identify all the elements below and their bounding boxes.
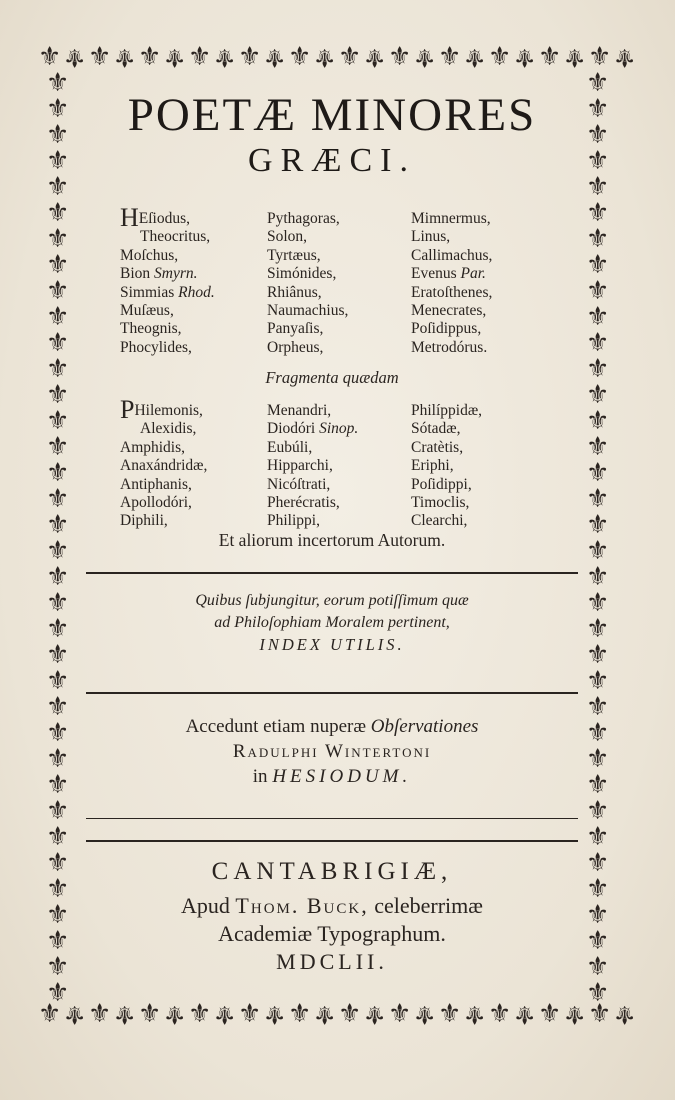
fleuron-icon: ⚜ [586,536,610,566]
fleuron-icon: ⚜ [586,692,610,722]
fragment-entry: Eriphi, [411,457,454,475]
poet-entry: Linus, [411,228,451,246]
fleuron-icon: ⚜ [586,900,610,930]
quibus-block [86,590,578,656]
poet-entry: Naumachius, [267,302,349,320]
fleuron-icon: ⚜ [46,510,70,540]
fleuron-icon: ⚜ [46,276,70,306]
fragment-entry: Hipparchi, [267,457,333,475]
drop-cap: H [120,203,139,232]
fleuron-icon: ⚜ [46,874,70,904]
fleuron-icon: ⚜ [586,120,610,150]
fleuron-icon: ⚜ [46,900,70,930]
fleuron-icon: ⚜ [313,999,337,1029]
fleuron-icon: ⚜ [586,640,610,670]
fleuron-icon: ⚜ [163,42,187,72]
fleuron-icon: ⚜ [238,999,262,1029]
fragment-entry: Philippi, [267,512,320,530]
fleuron-icon: ⚜ [113,42,137,72]
fragment-entry: Amphidis, [120,438,186,456]
poet-entry: Mimnermus, [411,210,491,227]
fleuron-icon: ⚜ [46,120,70,150]
fleuron-icon: ⚜ [46,978,70,1005]
fleuron-icon: ⚜ [586,250,610,280]
fleuron-icon: ⚜ [238,42,262,72]
fleuron-icon: ⚜ [46,926,70,956]
fleuron-icon: ⚜ [46,484,70,514]
poet-entry: Rhiânus, [267,283,322,301]
poet-entry: Phocylides, [120,338,192,356]
imprint-year: MDCLII. [276,949,388,974]
fragment-entry: Pherécratis, [267,494,340,512]
fleuron-icon: ⚜ [586,926,610,956]
poet-entry: Metrodórus. [411,338,488,356]
fleuron-icon: ⚜ [586,458,610,488]
poet-entry: Eratoſthenes, [411,283,493,301]
poet-entry: Simónides, [267,265,337,283]
fleuron-icon: ⚜ [586,770,610,800]
fleuron-icon: ⚜ [613,42,637,72]
fleuron-icon: ⚜ [586,952,610,982]
fleuron-icon: ⚜ [586,94,610,124]
fleuron-icon: ⚜ [586,380,610,410]
fleuron-icon: ⚜ [163,999,187,1029]
poet-entry: Muſæus, [120,302,174,320]
fragment-entry: Menandri, [267,402,332,419]
fleuron-icon: ⚜ [413,999,437,1029]
fleuron-icon: ⚜ [513,999,537,1029]
fleuron-icon: ⚜ [363,42,387,72]
fleuron-icon: ⚜ [46,250,70,280]
fleuron-icon: ⚜ [46,666,70,696]
fleuron-icon: ⚜ [586,198,610,228]
poet-entry: Moſchus, [120,246,179,264]
accedunt-block [86,714,578,789]
fleuron-icon: ⚜ [263,999,287,1029]
fleuron-icon: ⚜ [586,822,610,852]
fragmenta-heading: Fragmenta quædam [265,368,399,387]
fleuron-icon: ⚜ [338,42,362,72]
fragment-entry: Eubúli, [267,438,313,456]
fleuron-icon: ⚜ [46,952,70,982]
fleuron-icon: ⚜ [46,848,70,878]
fleuron-icon: ⚜ [46,94,70,124]
fleuron-icon: ⚜ [188,42,212,72]
fleuron-icon: ⚜ [46,406,70,436]
fleuron-icon: ⚜ [586,796,610,826]
rule-divider [86,840,578,842]
fleuron-icon: ⚜ [586,406,610,436]
fleuron-icon: ⚜ [413,42,437,72]
fleuron-icon: ⚜ [563,999,587,1029]
poet-entry: Orpheus, [267,338,324,356]
fleuron-icon: ⚜ [588,999,612,1029]
fleuron-icon: ⚜ [586,302,610,332]
fleuron-icon: ⚜ [488,999,512,1029]
poet-entry: Panyaſis, [267,320,324,338]
poet-entry: HEſiodus, [120,203,191,232]
fleuron-icon: ⚜ [46,380,70,410]
fragment-entry: Clearchi, [411,512,468,530]
fleuron-icon: ⚜ [586,172,610,202]
fragment-entry: Timoclis, [411,494,470,512]
fleuron-icon: ⚜ [46,770,70,800]
fleuron-icon: ⚜ [46,796,70,826]
fleuron-icon: ⚜ [586,562,610,592]
ornamental-border-right [578,70,626,1005]
fleuron-icon: ⚜ [613,999,637,1029]
fleuron-icon: ⚜ [538,999,562,1029]
fleuron-icon: ⚜ [46,458,70,488]
fleuron-icon: ⚜ [46,302,70,332]
poet-entry: Solon, [267,228,308,246]
poet-entry: Theocritus, [140,228,211,246]
imprint-academy-line: Academiæ Typographum. [218,921,446,946]
fragment-entry: Poſidippi, [411,475,472,493]
fleuron-icon: ⚜ [586,588,610,618]
fleuron-icon: ⚜ [586,744,610,774]
quibus-line-2: ad Philoſophiam Moralem pertinent, [214,614,450,631]
fragment-entry: Diphili, [120,512,168,530]
fleuron-icon: ⚜ [38,999,62,1029]
fleuron-icon: ⚜ [388,999,412,1029]
fleuron-icon: ⚜ [586,146,610,176]
fleuron-icon: ⚜ [438,42,462,72]
fleuron-icon: ⚜ [188,999,212,1029]
ornamental-border-top [38,38,638,78]
rule-divider [86,818,578,819]
poet-entry: Tyrtæus, [267,246,321,264]
poet-entry: Theognis, [120,320,182,338]
fragmenta-column-2 [267,402,358,531]
fleuron-icon: ⚜ [88,999,112,1029]
imprint-block [86,858,578,976]
fleuron-icon: ⚜ [538,42,562,72]
fleuron-icon: ⚜ [463,42,487,72]
title-page-content [86,80,578,995]
fragment-entry: Philíppidæ, [411,402,483,419]
fragment-entry: Alexidis, [140,420,197,438]
fleuron-icon: ⚜ [388,42,412,72]
fleuron-icon: ⚜ [586,484,610,514]
poets-column-1 [120,203,215,357]
fleuron-icon: ⚜ [46,536,70,566]
imprint-city: CANTABRIGIÆ, [211,858,453,885]
fleuron-icon: ⚜ [338,999,362,1029]
poet-entry: Simmias Rhod. [120,283,215,301]
poet-entry: Menecrates, [411,302,487,320]
poet-entry: Evenus Par. [411,265,486,283]
fleuron-icon: ⚜ [363,999,387,1029]
fleuron-icon: ⚜ [46,198,70,228]
fleuron-icon: ⚜ [586,70,610,98]
rule-divider [86,572,578,574]
fleuron-icon: ⚜ [46,744,70,774]
fleuron-icon: ⚜ [586,510,610,540]
fleuron-icon: ⚜ [46,588,70,618]
fleuron-icon: ⚜ [586,848,610,878]
fragment-entry: Anaxándridæ, [120,457,208,475]
poets-column-2 [267,210,348,357]
fleuron-icon: ⚜ [46,822,70,852]
fragment-entry: PHilemonis, [120,395,203,424]
ornamental-border-left [38,70,80,1005]
fleuron-icon: ⚜ [586,614,610,644]
fleuron-icon: ⚜ [288,42,312,72]
fragment-entry: Antiphanis, [120,475,192,493]
fleuron-icon: ⚜ [563,42,587,72]
fragment-entry: Nicóſtrati, [267,475,331,493]
fleuron-icon: ⚜ [488,42,512,72]
fleuron-icon: ⚜ [138,999,162,1029]
poets-column-3 [411,210,492,357]
fleuron-icon: ⚜ [586,666,610,696]
fleuron-icon: ⚜ [46,328,70,358]
drop-cap: P [120,395,135,424]
fleuron-icon: ⚜ [46,432,70,462]
fleuron-icon: ⚜ [586,978,610,1005]
fleuron-icon: ⚜ [138,42,162,72]
fleuron-icon: ⚜ [46,146,70,176]
poet-entry: Bion Smyrn. [120,265,198,283]
fleuron-icon: ⚜ [438,999,462,1029]
fleuron-icon: ⚜ [46,614,70,644]
quibus-line-1: Quibus ſubjungitur, eorum potiſſimum quæ [195,592,469,609]
fragment-entry: Sótadæ, [411,420,461,438]
accedunt-line-1: Accedunt etiam nuperæ Obſervationes [185,716,479,737]
fleuron-icon: ⚜ [46,354,70,384]
imprint-printer-line: Apud Thom. Buck, celeberrimæ [181,893,483,918]
fleuron-icon: ⚜ [586,354,610,384]
fleuron-icon: ⚜ [313,42,337,72]
fleuron-icon: ⚜ [46,718,70,748]
fleuron-icon: ⚜ [513,42,537,72]
fleuron-icon: ⚜ [586,874,610,904]
main-title: POETÆ MINORES [127,89,537,141]
fleuron-icon: ⚜ [113,999,137,1029]
fleuron-icon: ⚜ [88,42,112,72]
fleuron-icon: ⚜ [63,999,87,1029]
fragment-entry: Cratètis, [411,438,464,456]
poet-entry: Poſidippus, [411,320,482,338]
fleuron-icon: ⚜ [46,224,70,254]
fleuron-icon: ⚜ [586,224,610,254]
fleuron-icon: ⚜ [586,328,610,358]
ornamental-border-bottom [38,995,638,1045]
rule-divider [86,692,578,694]
fleuron-icon: ⚜ [263,42,287,72]
fragmenta-column-3 [411,402,482,531]
fleuron-icon: ⚜ [46,562,70,592]
fleuron-icon: ⚜ [586,718,610,748]
fleuron-icon: ⚜ [586,432,610,462]
poet-entry: Callimachus, [411,246,493,264]
fleuron-icon: ⚜ [46,172,70,202]
fleuron-icon: ⚜ [588,42,612,72]
fleuron-icon: ⚜ [38,42,62,72]
fragmenta-column-1 [120,395,208,531]
fragment-entry: Apollodóri, [120,494,192,512]
fleuron-icon: ⚜ [46,692,70,722]
fleuron-icon: ⚜ [213,42,237,72]
fleuron-icon: ⚜ [463,999,487,1029]
fleuron-icon: ⚜ [46,640,70,670]
author-name: Radulphi Wintertoni [232,741,432,762]
fleuron-icon: ⚜ [288,999,312,1029]
fragment-entry: Diodóri Sinop. [267,420,359,438]
fleuron-icon: ⚜ [63,42,87,72]
poet-entry: Pythagoras, [267,210,340,227]
fleuron-icon: ⚜ [46,70,70,98]
accedunt-line-3: in HESIODUM. [252,766,412,787]
fleuron-icon: ⚜ [586,276,610,306]
fleuron-icon: ⚜ [213,999,237,1029]
index-utilis: INDEX UTILIS. [259,635,405,654]
et-aliorum-line: Et aliorum incertorum Autorum. [218,530,446,550]
subtitle: GRÆCI. [248,142,416,179]
